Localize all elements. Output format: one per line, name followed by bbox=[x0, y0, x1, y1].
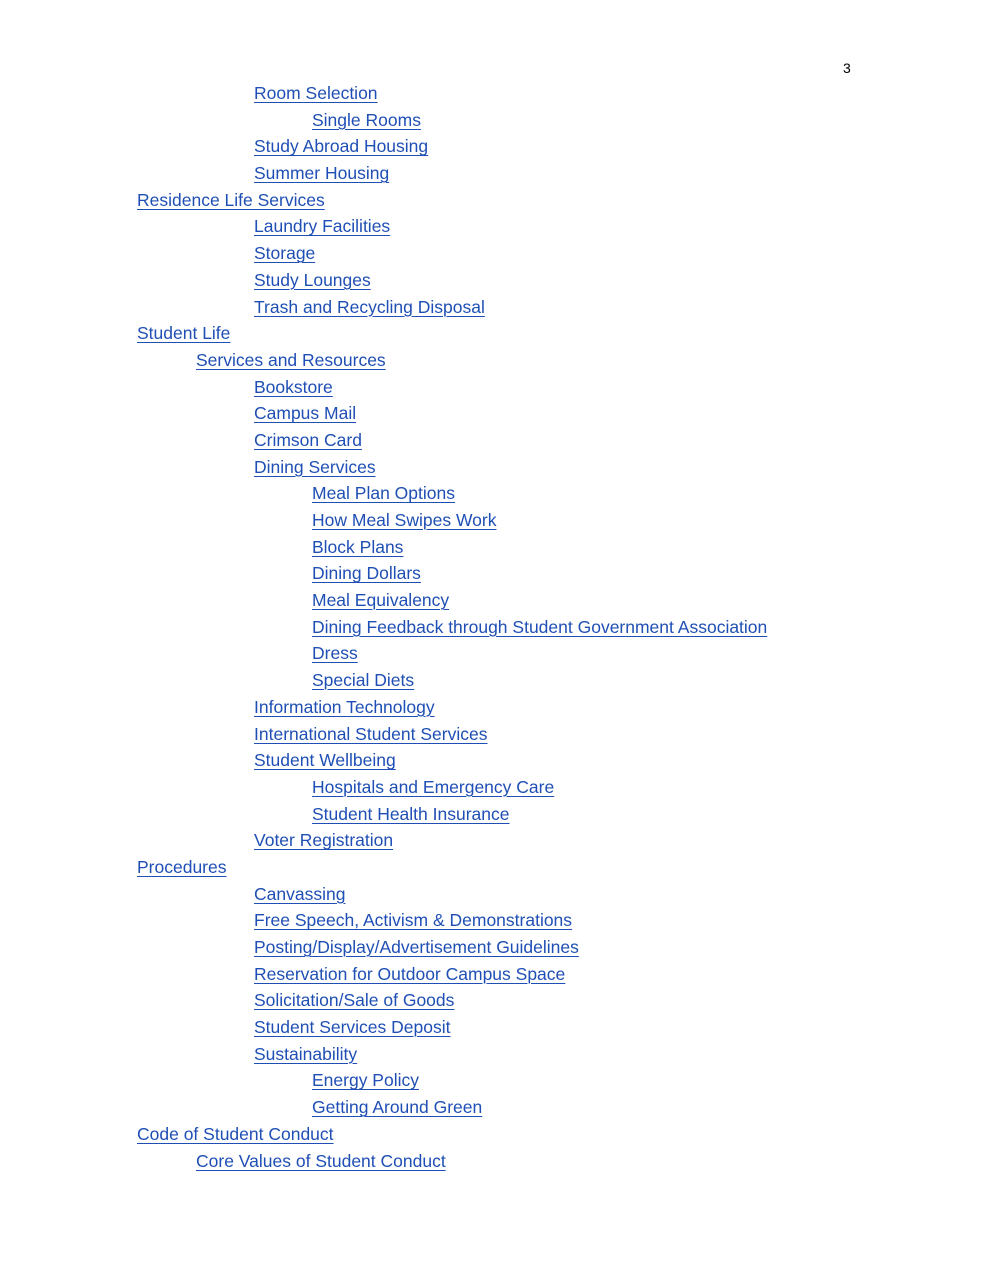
toc-entry bbox=[0, 1014, 990, 1041]
table-of-contents bbox=[0, 80, 990, 1174]
toc-link[interactable]: Dress bbox=[312, 643, 358, 664]
toc-entry bbox=[0, 400, 990, 427]
toc-link[interactable]: Student Health Insurance bbox=[312, 803, 510, 824]
toc-entry bbox=[0, 1041, 990, 1068]
toc-entry bbox=[0, 961, 990, 988]
toc-link[interactable]: Posting/Display/Advertisement Guidelines bbox=[254, 937, 579, 957]
toc-entry bbox=[0, 827, 990, 854]
toc-entry bbox=[0, 801, 990, 828]
toc-entry bbox=[0, 427, 990, 454]
toc-link[interactable]: Crimson Card bbox=[254, 429, 362, 450]
toc-entry bbox=[0, 213, 990, 240]
toc-entry bbox=[0, 240, 990, 267]
toc-entry bbox=[0, 694, 990, 721]
toc-link[interactable]: Core Values of Student Conduct bbox=[196, 1150, 446, 1171]
toc-entry bbox=[0, 1094, 990, 1121]
toc-entry bbox=[0, 347, 990, 374]
toc-entry bbox=[0, 907, 990, 934]
toc-entry bbox=[0, 534, 990, 561]
toc-link[interactable]: Procedures bbox=[137, 856, 227, 877]
toc-link[interactable]: Room Selection bbox=[254, 83, 378, 103]
toc-entry bbox=[0, 854, 990, 881]
toc-entry bbox=[0, 721, 990, 748]
toc-link[interactable]: Laundry Facilities bbox=[254, 216, 391, 237]
toc-link[interactable]: How Meal Swipes Work bbox=[312, 510, 497, 530]
toc-link[interactable]: Trash and Recycling Disposal bbox=[254, 296, 485, 317]
toc-entry bbox=[0, 80, 990, 107]
toc-link[interactable]: Dining Feedback through Student Government Association bbox=[312, 616, 768, 637]
toc-entry bbox=[0, 640, 990, 667]
toc-entry bbox=[0, 1067, 990, 1094]
toc-entry bbox=[0, 774, 990, 801]
toc-entry bbox=[0, 1121, 990, 1148]
toc-link[interactable]: Storage bbox=[254, 243, 316, 264]
toc-link[interactable]: Special Diets bbox=[312, 670, 415, 691]
toc-link[interactable]: Services and Resources bbox=[196, 349, 386, 370]
toc-entry bbox=[0, 160, 990, 187]
toc-link[interactable]: Dining Services bbox=[254, 456, 376, 477]
toc-entry bbox=[0, 187, 990, 214]
toc-entry bbox=[0, 133, 990, 160]
toc-entry bbox=[0, 881, 990, 908]
toc-link[interactable]: Free Speech, Activism & Demonstrations bbox=[254, 910, 573, 931]
toc-entry bbox=[0, 267, 990, 294]
toc-link[interactable]: Study Lounges bbox=[254, 269, 371, 290]
toc-link[interactable]: Bookstore bbox=[254, 376, 333, 397]
toc-link[interactable]: Sustainability bbox=[254, 1043, 358, 1064]
toc-link[interactable]: Meal Equivalency bbox=[312, 590, 450, 611]
toc-entry bbox=[0, 560, 990, 587]
toc-entry bbox=[0, 320, 990, 347]
toc-entry bbox=[0, 987, 990, 1014]
toc-link[interactable]: Information Technology bbox=[254, 696, 435, 717]
toc-link[interactable]: Student Life bbox=[137, 323, 231, 344]
toc-entry bbox=[0, 480, 990, 507]
toc-link[interactable]: Energy Policy bbox=[312, 1070, 419, 1091]
toc-link[interactable]: Getting Around Green bbox=[312, 1097, 483, 1118]
toc-link[interactable]: Campus Mail bbox=[254, 403, 357, 424]
toc-link[interactable]: Code of Student Conduct bbox=[137, 1123, 334, 1144]
toc-entry bbox=[0, 454, 990, 481]
toc-link[interactable]: Voter Registration bbox=[254, 830, 394, 851]
toc-link[interactable]: Student Wellbeing bbox=[254, 750, 396, 771]
toc-entry bbox=[0, 587, 990, 614]
toc-link[interactable]: International Student Services bbox=[254, 723, 488, 744]
toc-entry bbox=[0, 747, 990, 774]
toc-link[interactable]: Summer Housing bbox=[254, 163, 390, 184]
toc-link[interactable]: Meal Plan Options bbox=[312, 483, 455, 504]
toc-link[interactable]: Residence Life Services bbox=[137, 189, 325, 210]
toc-entry bbox=[0, 1148, 990, 1175]
toc-link[interactable]: Student Services Deposit bbox=[254, 1017, 451, 1038]
toc-entry bbox=[0, 614, 990, 641]
page-number: 3 bbox=[843, 60, 851, 76]
toc-link[interactable]: Single Rooms bbox=[312, 109, 421, 130]
toc-entry bbox=[0, 294, 990, 321]
toc-entry bbox=[0, 507, 990, 534]
toc-entry bbox=[0, 374, 990, 401]
toc-link[interactable]: Solicitation/Sale of Goods bbox=[254, 990, 455, 1011]
toc-entry bbox=[0, 667, 990, 694]
toc-entry bbox=[0, 107, 990, 134]
toc-link[interactable]: Study Abroad Housing bbox=[254, 136, 429, 157]
toc-entry bbox=[0, 934, 990, 961]
toc-link[interactable]: Dining Dollars bbox=[312, 563, 421, 584]
toc-link[interactable]: Hospitals and Emergency Care bbox=[312, 776, 555, 797]
toc-link[interactable]: Canvassing bbox=[254, 883, 346, 904]
toc-link[interactable]: Reservation for Outdoor Campus Space bbox=[254, 963, 566, 984]
toc-link[interactable]: Block Plans bbox=[312, 536, 404, 557]
